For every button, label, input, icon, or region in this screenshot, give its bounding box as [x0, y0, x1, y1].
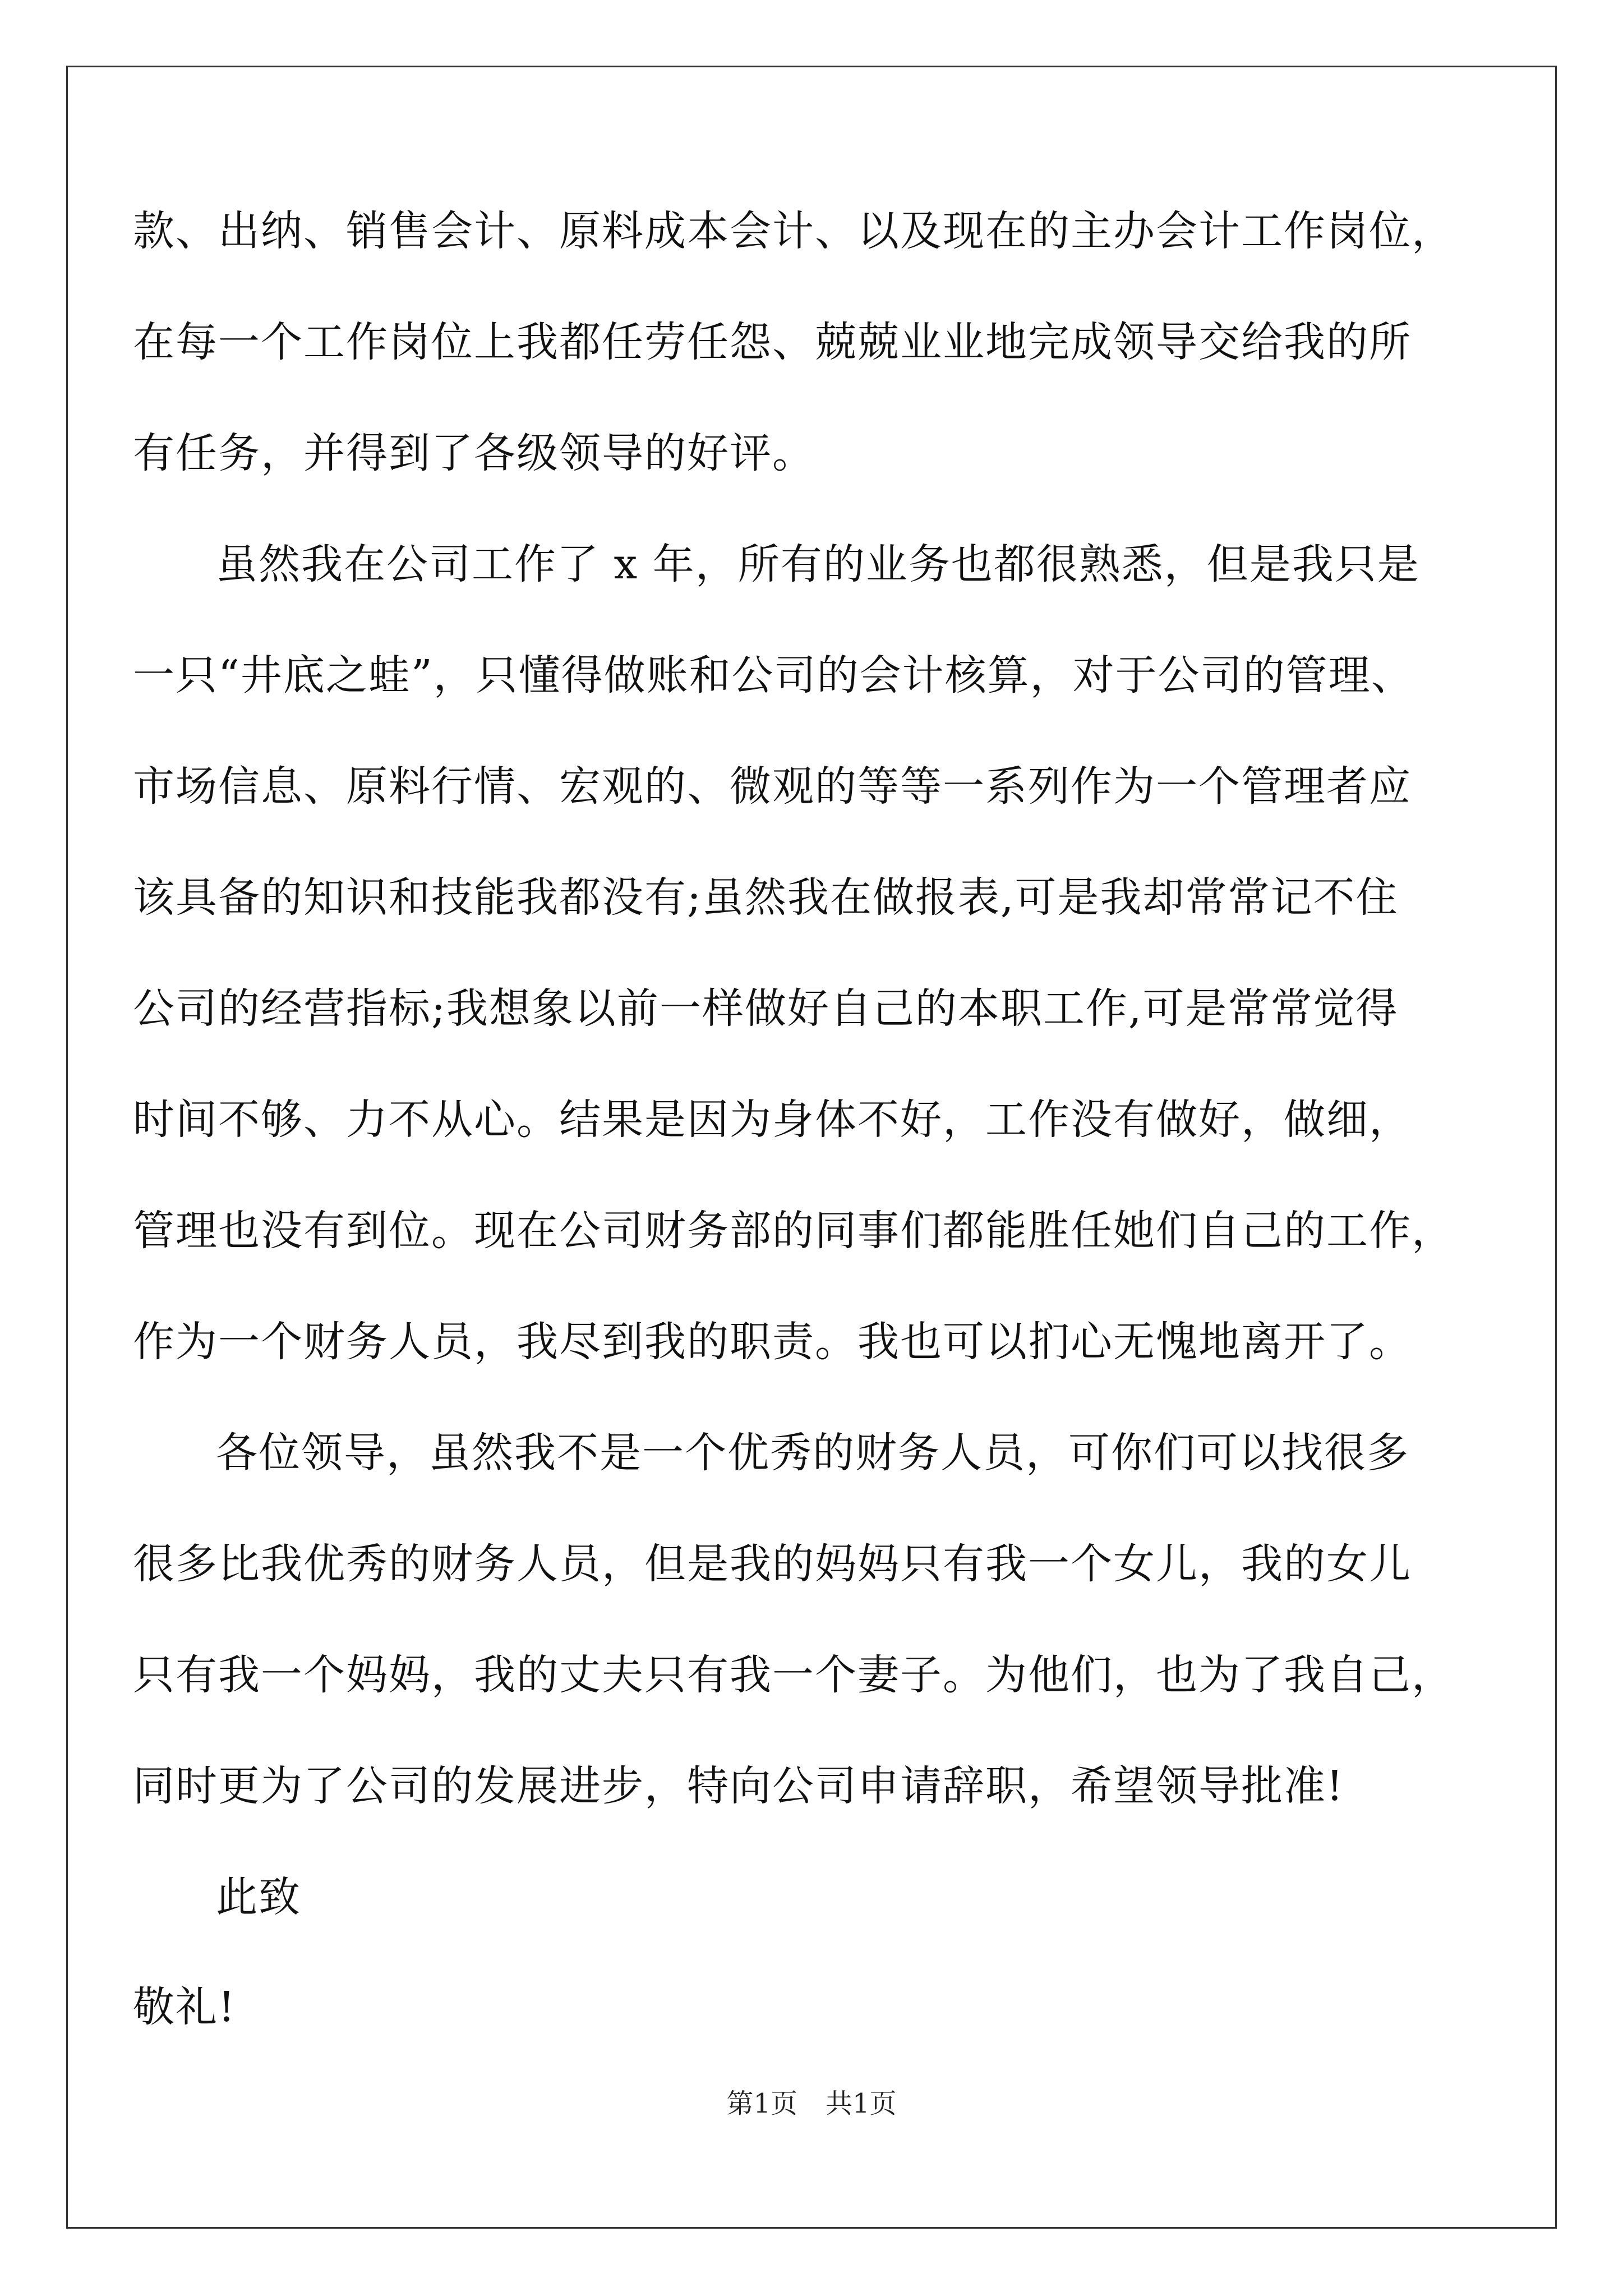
page-total: 共1页	[826, 2088, 897, 2119]
text-line: 一只“井底之蛙”，只懂得做账和公司的会计核算，对于公司的管理、	[133, 651, 1414, 700]
text-line: 管理也没有到位。现在公司财务部的同事们都能胜任她们自己的工作，	[133, 1207, 1454, 1255]
text-line: 时间不够、力不从心。结果是因为身体不好，工作没有做好，做细，	[133, 1096, 1412, 1144]
text-line: 市场信息、原料行情、宏观的、微观的等等一系列作为一个管理者应	[133, 762, 1412, 811]
text-line: 在每一个工作岗位上我都任劳任怨、兢兢业业地完成领导交给我的所	[133, 318, 1412, 366]
text-line: 作为一个财务人员，我尽到我的职责。我也可以扪心无愧地离开了。	[133, 1318, 1412, 1366]
text-line: 有任务，并得到了各级领导的好评。	[133, 429, 815, 477]
text-line: 款、出纳、销售会计、原料成本会计、以及现在的主办会计工作岗位，	[133, 207, 1454, 255]
text-line: 公司的经营指标;我想象以前一样做好自己的本职工作,可是常常觉得	[133, 984, 1399, 1033]
closing-salutation: 此致	[216, 1873, 301, 1921]
text-line: 同时更为了公司的发展进步，特向公司申请辞职，希望领导批准!	[133, 1762, 1344, 1810]
closing-regards: 敬礼!	[133, 1983, 236, 2031]
text-line: 该具备的知识和技能我都没有;虽然我在做报表,可是我却常常记不住	[133, 873, 1399, 922]
text-line: 很多比我优秀的财务人员，但是我的妈妈只有我一个女儿，我的女儿	[133, 1540, 1412, 1588]
page-number: 第1页	[726, 2088, 797, 2119]
paragraph-start-line: 虽然我在公司工作了 x 年，所有的业务也都很熟悉，但是我只是	[216, 540, 1420, 588]
paragraph-start-line: 各位领导，虽然我不是一个优秀的财务人员，可你们可以找很多	[216, 1429, 1409, 1477]
page-footer	[0, 2087, 1623, 2120]
text-line: 只有我一个妈妈，我的丈夫只有我一个妻子。为他们，也为了我自己，	[133, 1651, 1454, 1699]
